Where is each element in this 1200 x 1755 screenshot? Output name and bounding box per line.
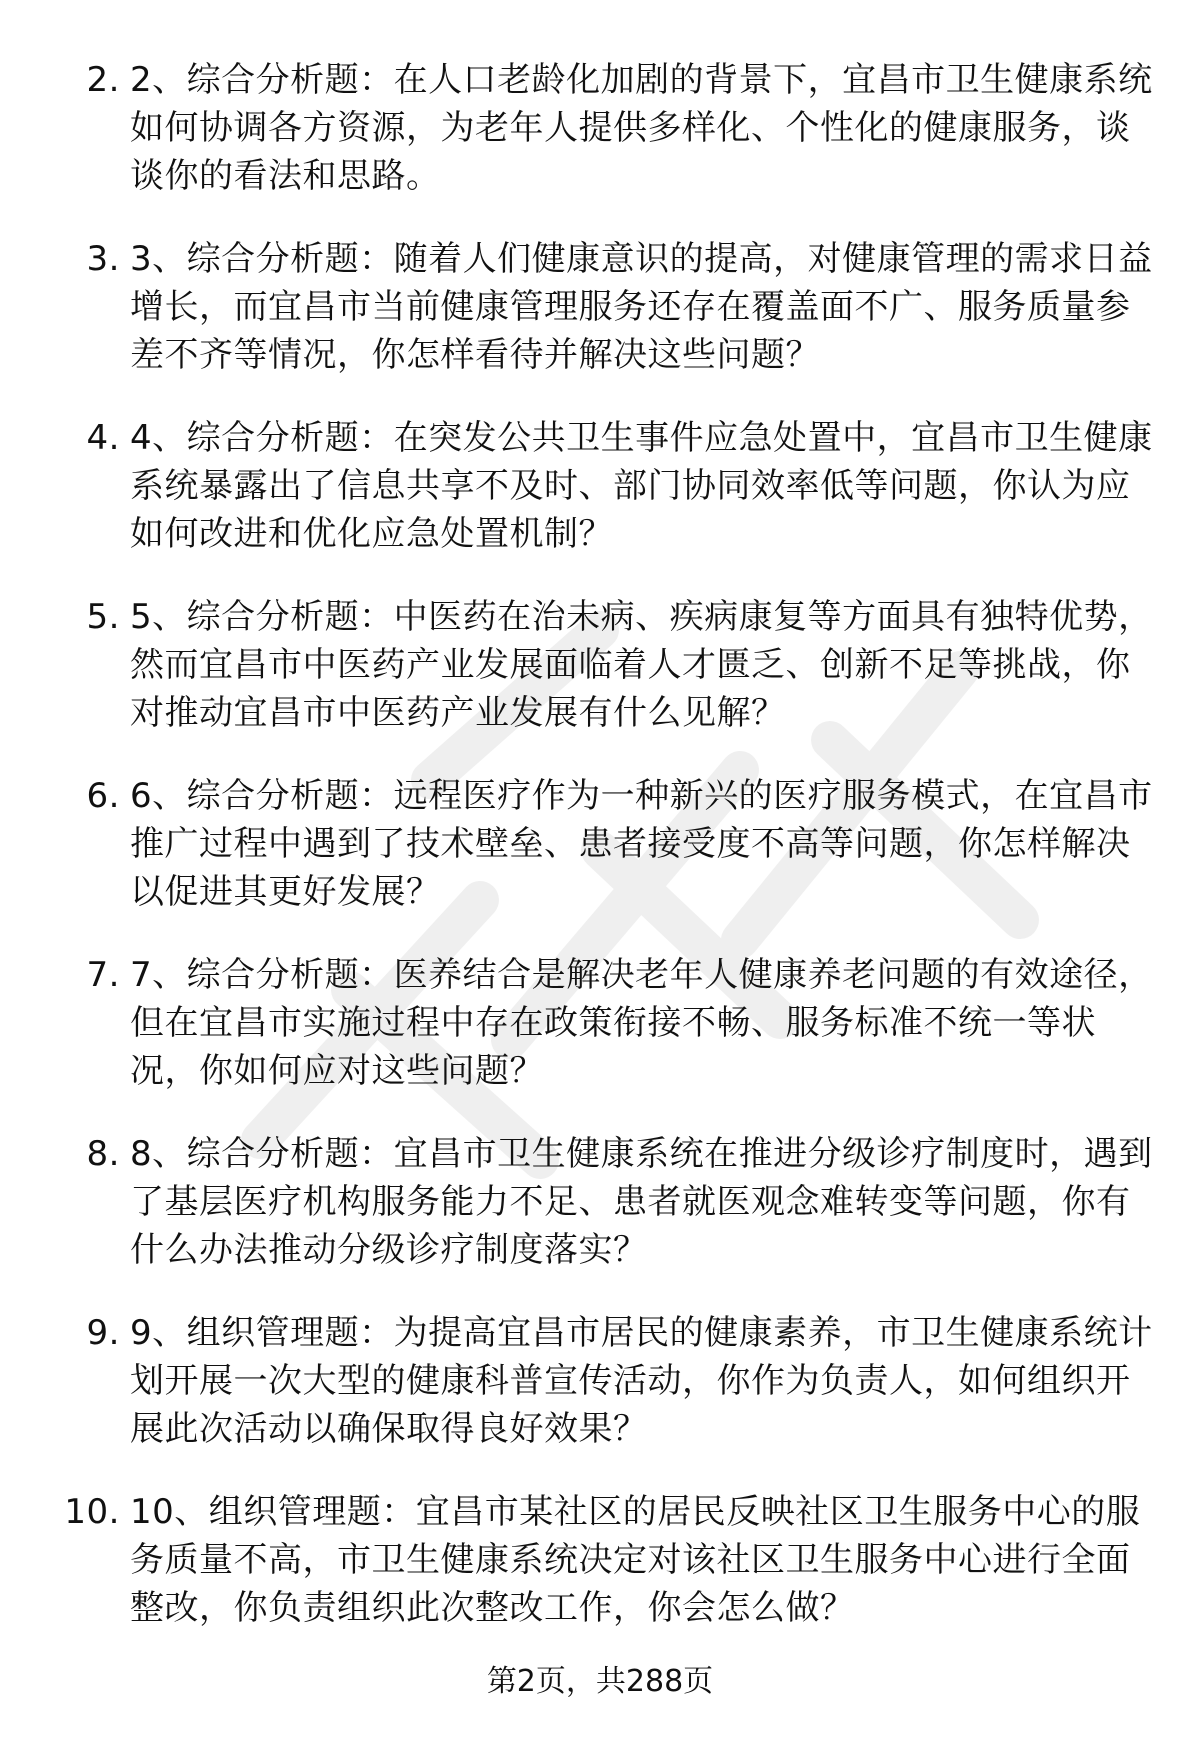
question-text: 8、综合分析题：宜昌市卫生健康系统在推进分级诊疗制度时，遇到了基层医疗机构服务能力不足、患者就医观念难转变等问题，你有什么办法推动分级诊疗制度落实？ <box>130 1134 1153 1270</box>
question-number: 4. <box>86 418 120 458</box>
question-number: 3. <box>86 239 120 279</box>
question-number: 8. <box>86 1134 120 1174</box>
question-item <box>40 1130 1160 1274</box>
question-item <box>40 951 1160 1095</box>
question-text: 9、组织管理题：为提高宜昌市居民的健康素养，市卫生健康系统计划开展一次大型的健康科普宣传活动，你作为负责人，如何组织开展此次活动以确保取得良好效果？ <box>130 1313 1153 1449</box>
question-text: 3、综合分析题：随着人们健康意识的提高，对健康管理的需求日益增长，而宜昌市当前健康管理服务还存在覆盖面不广、服务质量参差不齐等情况，你怎样看待并解决这些问题？ <box>130 239 1153 375</box>
question-number: 10. <box>64 1492 120 1532</box>
question-item <box>40 1309 1160 1453</box>
question-text: 6、综合分析题：远程医疗作为一种新兴的医疗服务模式，在宜昌市推广过程中遇到了技术壁垒、患者接受度不高等问题，你怎样解决以促进其更好发展？ <box>130 776 1153 912</box>
question-item <box>40 414 1160 558</box>
question-number: 7. <box>86 955 120 995</box>
question-text: 7、综合分析题：医养结合是解决老年人健康养老问题的有效途径，但在宜昌市实施过程中存在政策衔接不畅、服务标准不统一等状况，你如何应对这些问题？ <box>130 955 1153 1091</box>
question-item <box>40 235 1160 379</box>
question-number: 6. <box>86 776 120 816</box>
question-item <box>40 772 1160 916</box>
question-item <box>40 56 1160 200</box>
page-number: 第2页，共288页 <box>486 1664 714 1699</box>
question-text: 5、综合分析题：中医药在治未病、疾病康复等方面具有独特优势，然而宜昌市中医药产业发展面临着人才匮乏、创新不足等挑战，你对推动宜昌市中医药产业发展有什么见解？ <box>130 597 1153 733</box>
question-text: 10、组织管理题：宜昌市某社区的居民反映社区卫生服务中心的服务质量不高，市卫生健康系统决定对该社区卫生服务中心进行全面整改，你负责组织此次整改工作，你会怎么做？ <box>130 1492 1141 1628</box>
question-number: 9. <box>86 1313 120 1353</box>
question-text: 2、综合分析题：在人口老龄化加剧的背景下，宜昌市卫生健康系统如何协调各方资源，为老年人提供多样化、个性化的健康服务，谈谈你的看法和思路。 <box>130 60 1153 196</box>
question-text: 4、综合分析题：在突发公共卫生事件应急处置中，宜昌市卫生健康系统暴露出了信息共享不及时、部门协同效率低等问题，你认为应如何改进和优化应急处置机制？ <box>130 418 1153 554</box>
question-number: 5. <box>86 597 120 637</box>
question-item <box>40 593 1160 737</box>
question-item <box>40 1488 1160 1632</box>
question-list <box>40 56 1160 1667</box>
question-number: 2. <box>86 60 120 100</box>
